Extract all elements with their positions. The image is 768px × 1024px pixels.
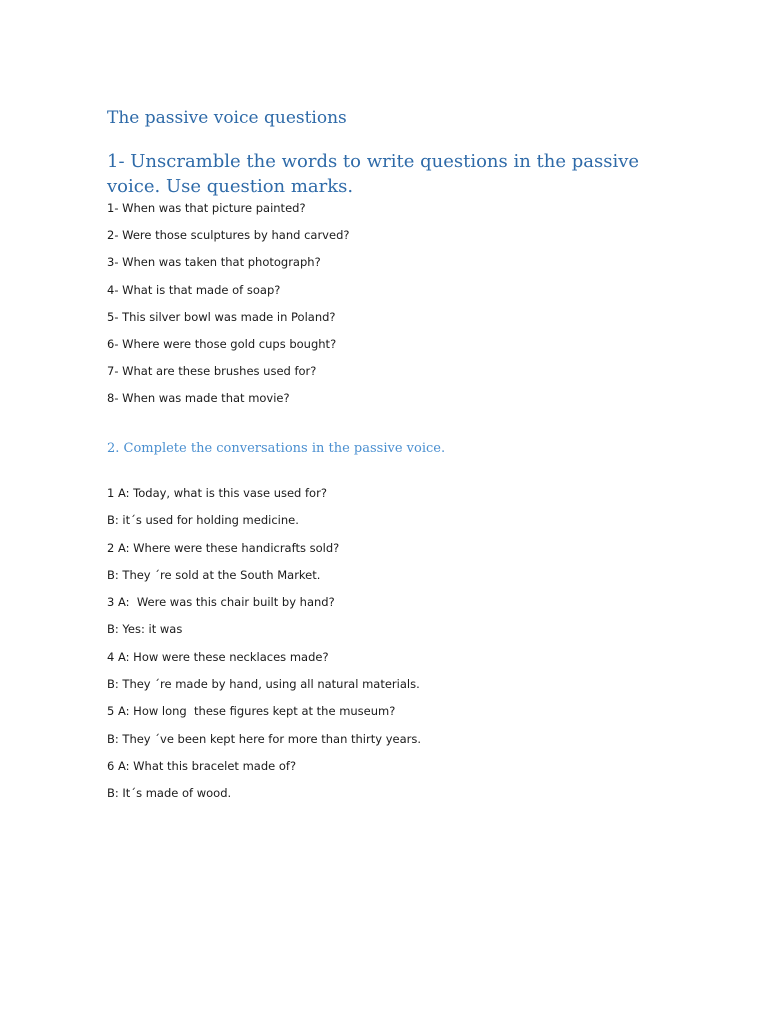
- conversation-line: 5 A: How long these figures kept at the museum?: [107, 704, 396, 719]
- conversation-line: 1 A: Today, what is this vase used for?: [107, 486, 327, 500]
- list-item: 4- What is that made of soap?: [107, 282, 281, 297]
- list-item: 2- Were those sculptures by hand carved?: [107, 228, 350, 243]
- conversation-line: B: Yes: it was: [107, 622, 183, 637]
- conversation-line: 6 A: What this bracelet made of?: [107, 758, 297, 773]
- conversation-list: [107, 484, 421, 812]
- list-item: 7- What are these brushes used for?: [107, 364, 317, 379]
- unscramble-question-list: [107, 199, 349, 417]
- conversation-line: 2 A: Where were these handicrafts sold?: [107, 540, 340, 555]
- list-item: 1- When was that picture painted?: [107, 201, 306, 215]
- list-item: 5- This silver bowl was made in Poland?: [107, 309, 336, 324]
- conversation-line: 3 A: Were was this chair built by hand?: [107, 595, 335, 610]
- list-item: 3- When was taken that photograph?: [107, 255, 321, 270]
- section2-heading: 2. Complete the conversations in the passive voice.: [107, 441, 446, 456]
- conversation-line: B: It´s made of wood.: [107, 786, 232, 801]
- conversation-line: B: They ´ve been kept here for more than thirty years.: [107, 731, 422, 746]
- section1-heading: 1- Unscramble the words to write questions in the passive voice. Use question marks.: [107, 151, 640, 197]
- conversation-line: B: it´s used for holding medicine.: [107, 513, 299, 528]
- conversation-line: B: They ´re made by hand, using all natural materials.: [107, 677, 420, 692]
- conversation-line: 4 A: How were these necklaces made?: [107, 649, 329, 664]
- list-item: 6- Where were those gold cups bought?: [107, 336, 337, 351]
- conversation-line: B: They ´re sold at the South Market.: [107, 567, 321, 582]
- list-item: 8- When was made that movie?: [107, 391, 290, 406]
- document-title: The passive voice questions: [107, 108, 347, 128]
